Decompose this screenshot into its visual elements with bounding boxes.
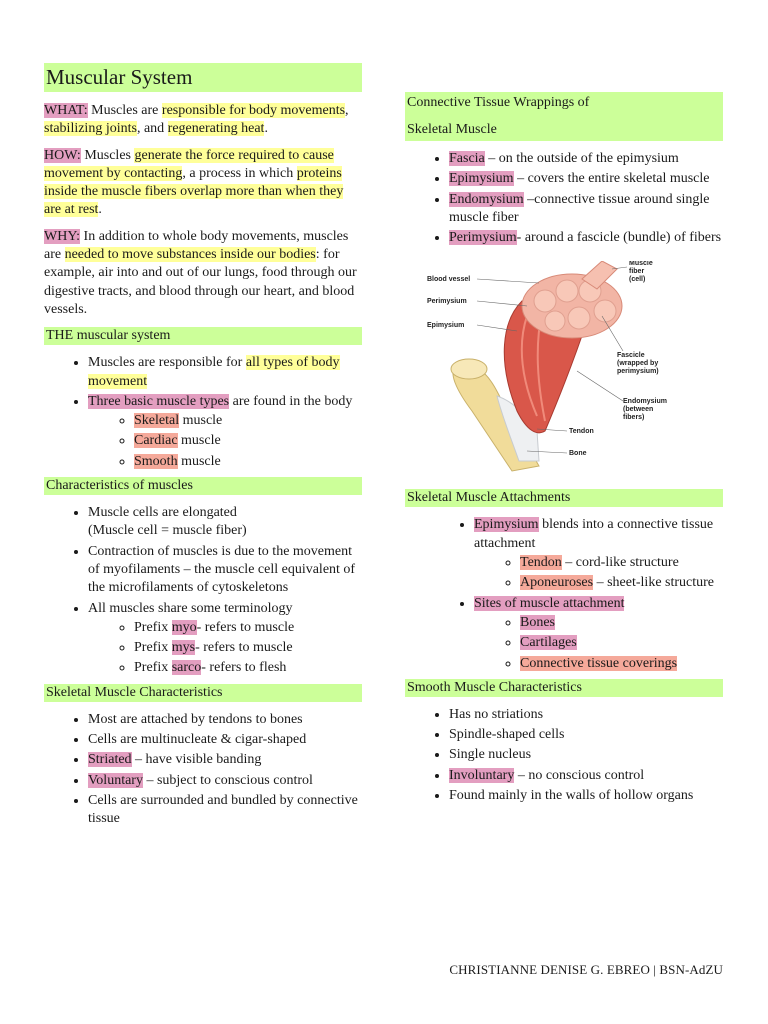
highlight: Cardiac	[134, 433, 178, 449]
highlight: mys	[171, 640, 196, 656]
highlight: Three basic muscle types	[88, 393, 230, 409]
list-item	[134, 638, 362, 657]
text: Muscle cells are elongated	[88, 505, 237, 521]
attachment-types-list	[474, 553, 723, 593]
fascicle	[534, 290, 556, 312]
text: - refers to muscle	[195, 640, 293, 656]
page-title: Muscular System	[44, 63, 362, 92]
list-item	[134, 658, 362, 677]
highlight: sarco	[171, 660, 202, 676]
list-item: • Contraction of muscles is due to the movement of myofilaments – the muscle cell equivalent of the microfilaments of cytoskeletons	[88, 542, 362, 598]
fascicle	[594, 300, 616, 322]
text: are found in the body	[229, 393, 353, 409]
list-item	[474, 594, 723, 673]
text: muscle	[177, 453, 221, 469]
highlight: Perimysium	[449, 230, 517, 246]
text: – subject to conscious control	[142, 772, 313, 788]
text: .	[264, 121, 268, 137]
how-paragraph	[44, 147, 362, 220]
leader-line	[577, 371, 623, 401]
list-item	[88, 599, 362, 678]
smooth-list	[405, 705, 723, 805]
text: - refers to muscle	[196, 619, 295, 635]
muscular-system-list	[44, 353, 362, 471]
label-fascicle-1: Fascicle	[617, 352, 645, 360]
text: - around a fascicle (bundle) of fibers	[516, 230, 722, 246]
text: – sheet-like structure	[593, 575, 715, 591]
list-item	[449, 169, 723, 188]
what-label: WHAT:	[44, 103, 88, 118]
highlight: responsible for body movements	[161, 103, 346, 118]
list-item	[88, 503, 362, 541]
list-item	[134, 452, 362, 471]
text: , a process in which	[182, 165, 297, 181]
highlight: Connective tissue coverings	[520, 655, 678, 671]
label-endomysium-1: Endomysium	[623, 398, 667, 406]
attachments-list	[405, 515, 723, 672]
prefix-list	[88, 618, 362, 678]
text: – have visible banding	[131, 752, 262, 768]
text: Prefix	[134, 619, 172, 635]
wrappings-heading-2: Skeletal Muscle	[405, 121, 723, 141]
highlight: Sites of muscle attachment	[474, 595, 625, 611]
bone-end	[451, 359, 487, 379]
muscular-system-heading: THE muscular system	[44, 327, 362, 345]
list-item: • Single nucleus	[449, 745, 723, 764]
highlight: Aponeuroses	[520, 575, 594, 591]
footer-author: CHRISTIANNE DENISE G. EBREO | BSN-AdZU	[449, 962, 723, 977]
list-item: • Has no striations	[449, 705, 723, 724]
what-paragraph	[44, 102, 362, 139]
highlight: stabilizing joints	[44, 121, 137, 137]
highlight: Voluntary	[88, 772, 143, 788]
list-item	[88, 353, 362, 391]
highlight: Tendon	[520, 555, 562, 571]
list-item	[134, 411, 362, 430]
list-item	[520, 573, 723, 592]
list-item	[520, 553, 723, 572]
text: All muscles share some terminology	[88, 600, 293, 616]
list-item: • Cells are surrounded and bundled by connective tissue	[88, 791, 362, 829]
label-epimysium: Epimysium	[427, 322, 465, 330]
highlight: myo	[171, 619, 197, 635]
fascicle	[568, 307, 590, 329]
label-perimysium: Perimysium	[427, 298, 467, 306]
highlight: Bones	[520, 614, 555, 630]
highlight: Epimysium	[449, 171, 514, 187]
label-endomysium-3: fibers)	[623, 414, 645, 422]
highlight: Endomysium	[449, 191, 524, 207]
skeletal-characteristics-list	[44, 710, 362, 829]
text: – on the outside of the epimysium	[484, 151, 679, 166]
label-muscle-fiber-1: Muscle	[629, 261, 653, 268]
label-blood-vessel: Blood vessel	[427, 276, 471, 284]
text: In addition to whole body movements, muscles are	[44, 228, 349, 263]
highlight: Involuntary	[449, 767, 515, 783]
fascicle	[556, 280, 578, 302]
text: .	[98, 202, 102, 218]
text: Muscles are responsible for	[88, 355, 246, 371]
muscle-anatomy-figure	[427, 261, 667, 481]
text: Prefix	[134, 640, 172, 656]
highlight: needed to move substances inside our bodies	[64, 247, 316, 263]
label-fascicle-2: (wrapped by	[617, 360, 659, 368]
attachments-heading: Skeletal Muscle Attachments	[405, 489, 723, 507]
list-item	[449, 190, 723, 228]
text: (Muscle cell = muscle fiber)	[88, 523, 247, 539]
list-item	[134, 431, 362, 450]
right-column	[405, 92, 723, 811]
list-item	[449, 228, 723, 247]
left-column	[44, 63, 362, 835]
characteristics-heading: Characteristics of muscles	[44, 477, 362, 495]
leader-line	[477, 279, 539, 283]
text: ,	[345, 103, 349, 118]
text: - refers to flesh	[201, 660, 287, 676]
list-item	[134, 618, 362, 637]
label-muscle-fiber-2: fiber	[629, 268, 645, 276]
text: – covers the entire skeletal muscle	[513, 171, 710, 187]
list-item	[520, 654, 723, 673]
list-item	[88, 771, 362, 790]
text: : for example, air into and out of our lungs, food through our digestive tracts, and blood through our heart, and blood vessels.	[44, 247, 357, 317]
text: Prefix	[134, 660, 172, 676]
highlight: regenerating heat	[167, 121, 265, 137]
list-item: • Cells are multinucleate & cigar-shaped	[88, 730, 362, 749]
how-label: HOW:	[44, 147, 81, 163]
highlight: Striated	[88, 752, 132, 768]
highlight: Epimysium	[474, 517, 539, 533]
text: Muscles are	[87, 103, 162, 118]
text: blends into a connective tissue attachment	[474, 517, 714, 551]
list-item	[449, 766, 723, 785]
attachment-sites-list	[474, 613, 723, 673]
characteristics-list	[44, 503, 362, 678]
list-item	[520, 613, 723, 632]
label-muscle-fiber-3: (cell)	[629, 276, 646, 284]
highlight: generate the force required to cause movement by contacting	[44, 147, 334, 181]
smooth-heading: Smooth Muscle Characteristics	[405, 679, 723, 697]
muscle-types-list	[88, 411, 362, 471]
text: – cord-like structure	[561, 555, 679, 571]
highlight: Skeletal	[134, 413, 180, 429]
list-item	[520, 633, 723, 652]
highlight: Smooth	[134, 453, 178, 469]
label-bone: Bone	[569, 450, 587, 458]
fascicle	[545, 311, 565, 331]
label-endomysium-2: (between	[623, 406, 654, 414]
wrappings-list	[405, 149, 723, 247]
label-tendon: Tendon	[569, 428, 594, 436]
highlight: Fascia	[449, 151, 485, 166]
list-item	[474, 515, 723, 592]
skeletal-characteristics-heading: Skeletal Muscle Characteristics	[44, 684, 362, 702]
why-label: WHY:	[44, 228, 81, 244]
list-item: • Spindle-shaped cells	[449, 725, 723, 744]
list-item: • Most are attached by tendons to bones	[88, 710, 362, 729]
text: muscle	[177, 433, 221, 449]
list-item	[449, 149, 723, 168]
text: –connective tissue around single muscle fiber	[449, 191, 710, 225]
list-item	[88, 392, 362, 471]
wrappings-heading-1: Connective Tissue Wrappings of	[405, 92, 723, 121]
highlight: proteins inside the muscle fibers overlap more than when they are at rest	[44, 165, 344, 218]
highlight: all types of body movement	[88, 355, 340, 389]
label-fascicle-3: perimysium)	[617, 368, 659, 376]
text: – no conscious control	[514, 767, 645, 783]
list-item: • Found mainly in the walls of hollow organs	[449, 786, 723, 805]
list-item	[88, 750, 362, 769]
text: muscle	[179, 413, 223, 429]
text: , and	[136, 121, 168, 137]
why-paragraph	[44, 228, 362, 319]
highlight: Cartilages	[520, 635, 577, 651]
text: Muscles	[80, 147, 135, 163]
